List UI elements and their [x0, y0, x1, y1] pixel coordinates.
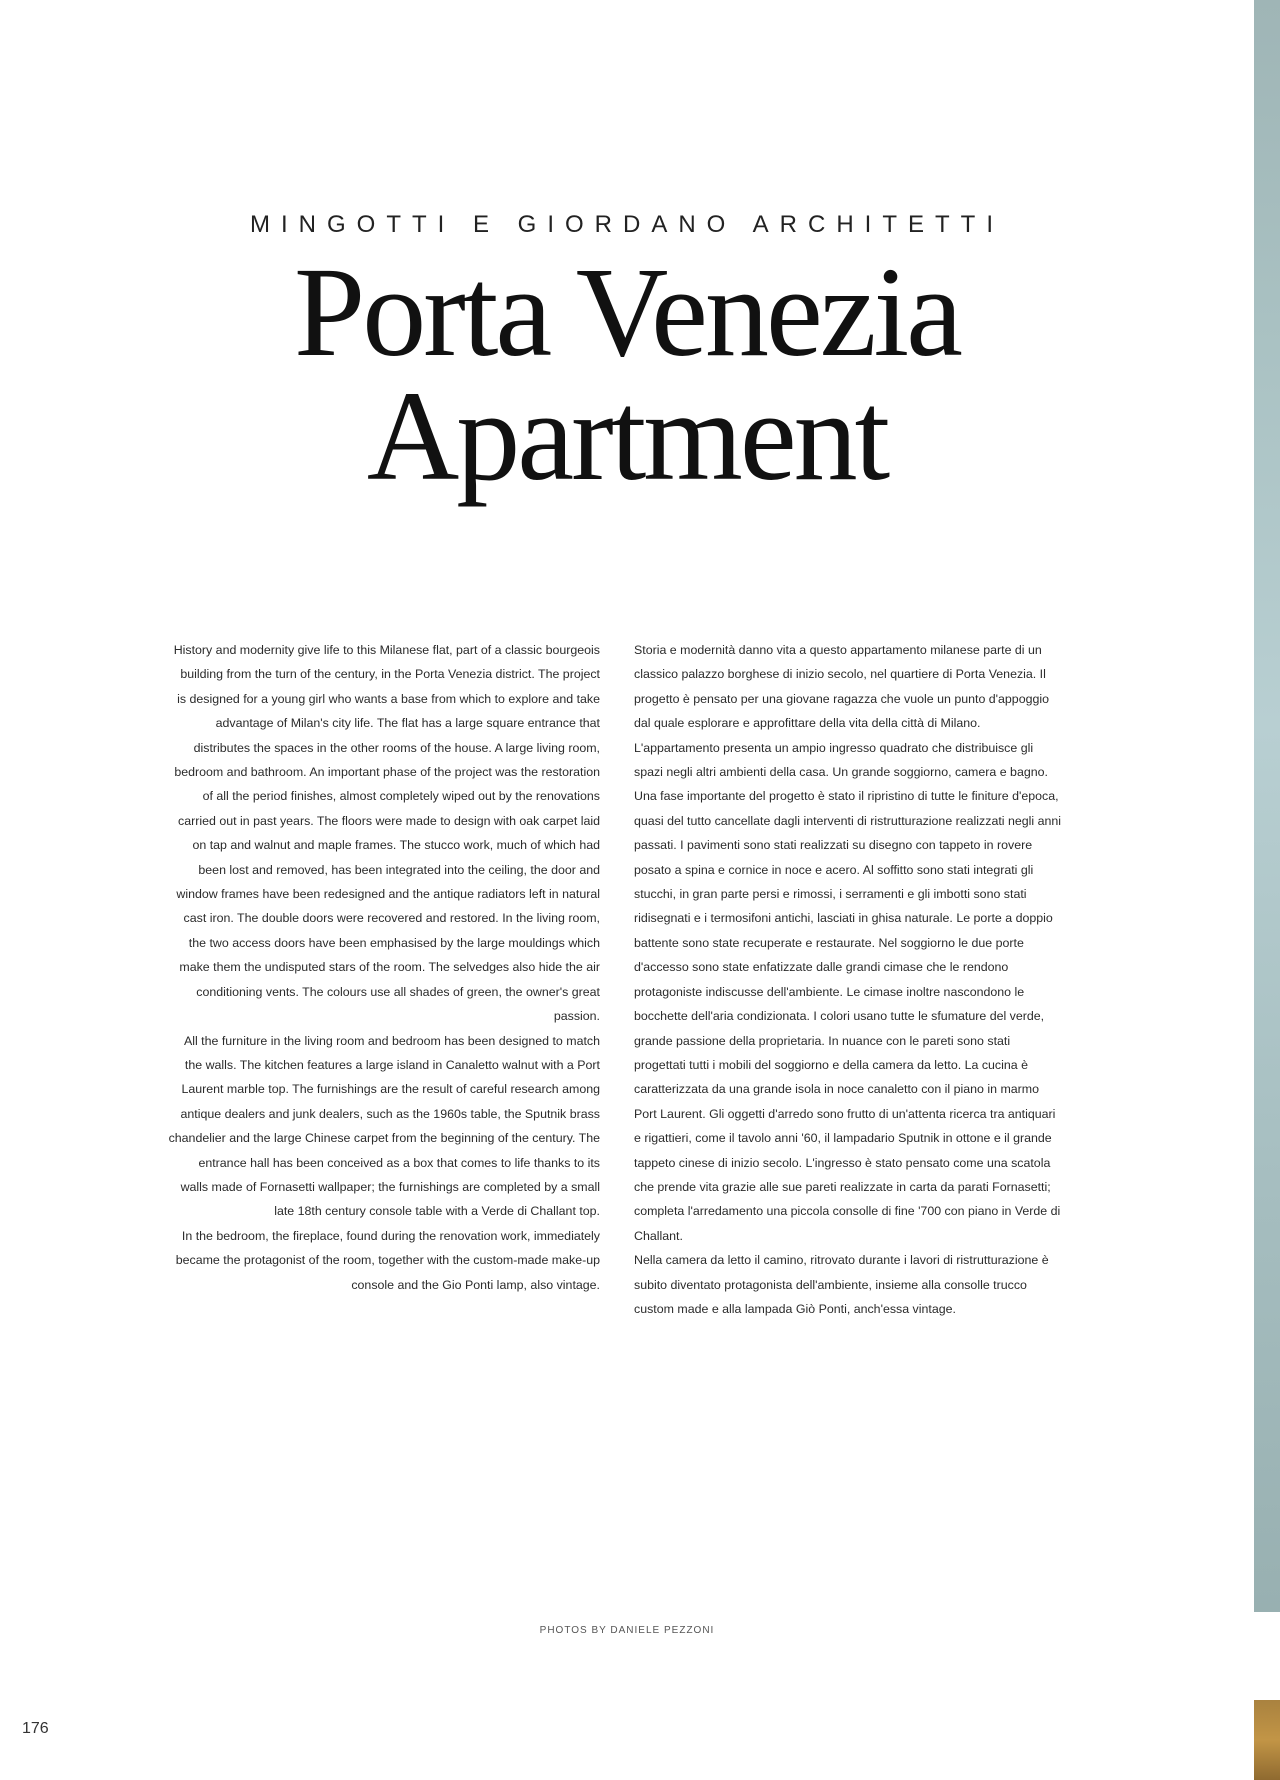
english-paragraph: History and modernity give life to this Milanese flat, part of a classic bourgeois building from the turn of the century, in the Porta Venezia district. The project is designed for a young girl who wants a base from which to explore and take advantage of Milan's city life. The flat has a large square entrance that distributes the spaces in the other rooms of the house. A large living room, bedroom and bathroom. An important phase of the project was the restoration of all the period finishes, almost completely wiped out by the renovations carried out in past years. The floors were made to design with oak carpet laid on tap and walnut and maple frames. The stucco work, much of which had been lost and removed, has been integrated into the ceiling, the door and window frames have been redesigned and the antique radiators left in natural cast iron. The double doors were recovered and restored. In the living room, the two access doors have been emphasised by the large mouldings which make them the undisputed stars of the room. The selvedges also hide the air conditioning vents. The colours use all shades of green, the owner's great passion.: [173, 643, 600, 1024]
english-paragraph: In the bedroom, the fireplace, found during the renovation work, immediately became the protagonist of the room, together with the custom-made make-up console and the Gio Ponti lamp, also vintage.: [175, 1228, 600, 1292]
title-line-2: Apartment: [366, 365, 888, 507]
page-number: 176: [22, 1720, 49, 1737]
article-title: [0, 241, 1254, 507]
italian-paragraph: Una fase importante del progetto è stato il ripristino di tutte le finiture d'epoca, quasi del tutto cancellate dagli interventi di ristrutturazione realizzati negli anni passati. I pavimenti sono stati realizzati su disegno con tappeto in rovere posato a spina e cornice in noce e acero. Al soffitto sono stati integrati gli stucchi, in gran parte persi e rimossi, i serramenti e gli imbotti sono stati ridisegnati e i termosifoni antichi, lasciati in ghisa naturale. Le porte a doppio battente sono state recuperate e restaurate. Nel soggiorno le due porte d'accesso sono state enfatizzate dalle grandi cimase che le rendono protagoniste indiscusse dell'ambiente. Le cimase inoltre nascondono le bocchette dell'aria condizionata. I colori usano tutte le sfumature del verde, grande passione della proprietaria. In nuance con le pareti sono stati progettati tutti i mobili del soggiorno e della camera da letto. La cucina è caratterizzata da una grande isola in noce canaletto con il piano in marmo Port Laurent. Gli oggetti d'arredo sono frutto di un'attenta ricerca tra antiquari e rigattieri, come il tavolo anni '60, il lampadario Sputnik in ottone e il grande tappeto cinese di inizio secolo. L'ingresso è stato pensato come una scatola che prende vita grazie alle sue pareti realizzate in carta da parati Fornasetti; completa l'arredamento una piccola consolle di fine '700 con piano in Verde di Challant.: [634, 789, 1062, 1243]
italian-paragraph: Storia e modernità danno vita a questo appartamento milanese parte di un classico palazzo borghese di inizio secolo, nel quartiere di Porta Venezia. Il progetto è pensato per una giovane ragazza che vuole un punto d'appoggio dal quale esplorare e approfittare della vita della città di Milano. L'appartamento presenta un ampio ingresso quadrato che distribuisce gli spazi negli altri ambienti della casa. Un grande soggiorno, camera e bagno.: [634, 643, 1050, 780]
adjacent-photo-edge-bottom: [1254, 1700, 1280, 1780]
article-kicker: MINGOTTI E GIORDANO ARCHITETTI: [249, 211, 1004, 238]
english-text-column: [168, 638, 600, 1297]
english-paragraph: All the furniture in the living room and bedroom has been designed to match the walls. The kitchen features a large island in Canaletto walnut with a Port Laurent marble top. The furnishings are the result of careful research among antique dealers and junk dealers, such as the 1960s table, the Sputnik brass chandelier and the large Chinese carpet from the beginning of the century. The entrance hall has been conceived as a box that comes to life thanks to its walls made of Fornasetti wallpaper; the furnishings are completed by a small late 18th century console table with a Verde di Challant top.: [168, 1033, 600, 1219]
adjacent-photo-edge: [1254, 0, 1280, 1612]
italian-text-column: [634, 638, 1064, 1321]
photo-credits: PHOTOS BY DANIELE PEZZONI: [539, 1625, 715, 1636]
title-line-1: Porta Venezia: [294, 241, 960, 383]
italian-paragraph: Nella camera da letto il camino, ritrovato durante i lavori di ristrutturazione è subito diventato protagonista dell'ambiente, insieme alla consolle trucco custom made e alla lampada Giò Ponti, anch'essa vintage.: [634, 1253, 1049, 1316]
adjacent-page-edge: [1254, 0, 1280, 1780]
